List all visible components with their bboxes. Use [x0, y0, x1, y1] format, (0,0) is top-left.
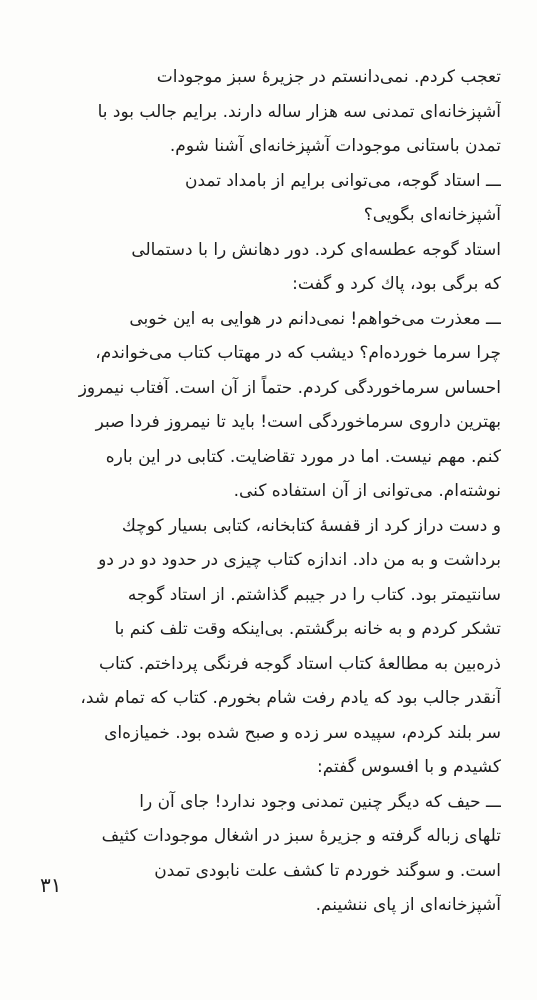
text-line: است. و سوگند خوردم تا کشف علت نابودی تمدن: [154, 860, 501, 881]
text-line: کنم. مهم نیست. اما در مورد تقاضایت. کتابی در این باره: [105, 446, 501, 467]
text-line: نوشته‌ام. می‌توانی از آن استفاده کنی.: [233, 481, 501, 501]
text-line: آشپزخانه‌ای تمدنی سه هزار ساله دارند. برایم جالب بود با: [97, 101, 501, 122]
text-line: ذره‌بین به مطالعهٔ کتاب استاد گوجه فرنگی پرداختم. کتاب: [98, 653, 501, 674]
text-line: تشکر کردم و به خانه برگشتم. بی‌اینکه وقت تلف کنم با: [114, 619, 501, 639]
text-line: سانتیمتر بود. کتاب را در جیبم گذاشتم. از استاد گوجه: [127, 584, 501, 605]
text-line: بهترین داروی سرماخوردگی است! باید تا نیمروز فردا صبر: [95, 412, 501, 432]
text-line: و دست دراز کرد از قفسهٔ کتابخانه، کتابی بسیار کوچك: [121, 515, 501, 536]
text-line: که برگی بود، پاك کرد و گفت:: [292, 274, 501, 294]
text-line: آشپزخانه‌ای بگویی؟: [363, 205, 501, 225]
text-line: تعجب کردم. نمی‌دانستم در جزیرهٔ سبز موجودات: [156, 67, 501, 87]
text-line: ـــ حیف که دیگر چنین تمدنی وجود ندارد! جای آن را: [139, 791, 501, 812]
text-line: برداشت و به من داد. اندازه کتاب چیزی در حدود دو در دو: [98, 550, 501, 570]
text-line: تمدن باستانی موجودات آشپزخانه‌ای آشنا شوم.: [169, 136, 501, 156]
text-line: سر بلند کردم، سپیده سر زده و صبح شده بود. خمیازه‌ای: [104, 722, 501, 743]
text-line: ـــ استاد گوجه، می‌توانی برایم از بامداد تمدن: [184, 170, 501, 191]
text-line: استاد گوجه عطسه‌ای کرد. دور دهانش را با دستمالی: [131, 239, 501, 260]
text-line: آشپزخانه‌ای از پای ننشینم.: [315, 895, 501, 915]
text-line: کشیدم و با افسوس گفتم:: [317, 757, 501, 777]
body-text: [40, 60, 501, 923]
text-line: احساس سرماخوردگی کردم. حتماً از آن است. آفتاب نیمروز: [78, 377, 501, 398]
page-number: ۳۱: [40, 873, 62, 897]
text-line: ـــ معذرت می‌خواهم! نمی‌دانم در هوایی به این خوبی: [129, 308, 501, 329]
text-line: چرا سرما خورده‌ام؟ دیشب که در مهتاب کتاب می‌خواندم،: [95, 343, 501, 363]
text-line: تلهای زباله گرفته و جزیرهٔ سبز در اشغال موجودات کثیف: [101, 826, 501, 846]
text-line: آنقدر جالب بود که یادم رفت شام بخورم. کتاب که تمام شد،: [80, 688, 501, 708]
